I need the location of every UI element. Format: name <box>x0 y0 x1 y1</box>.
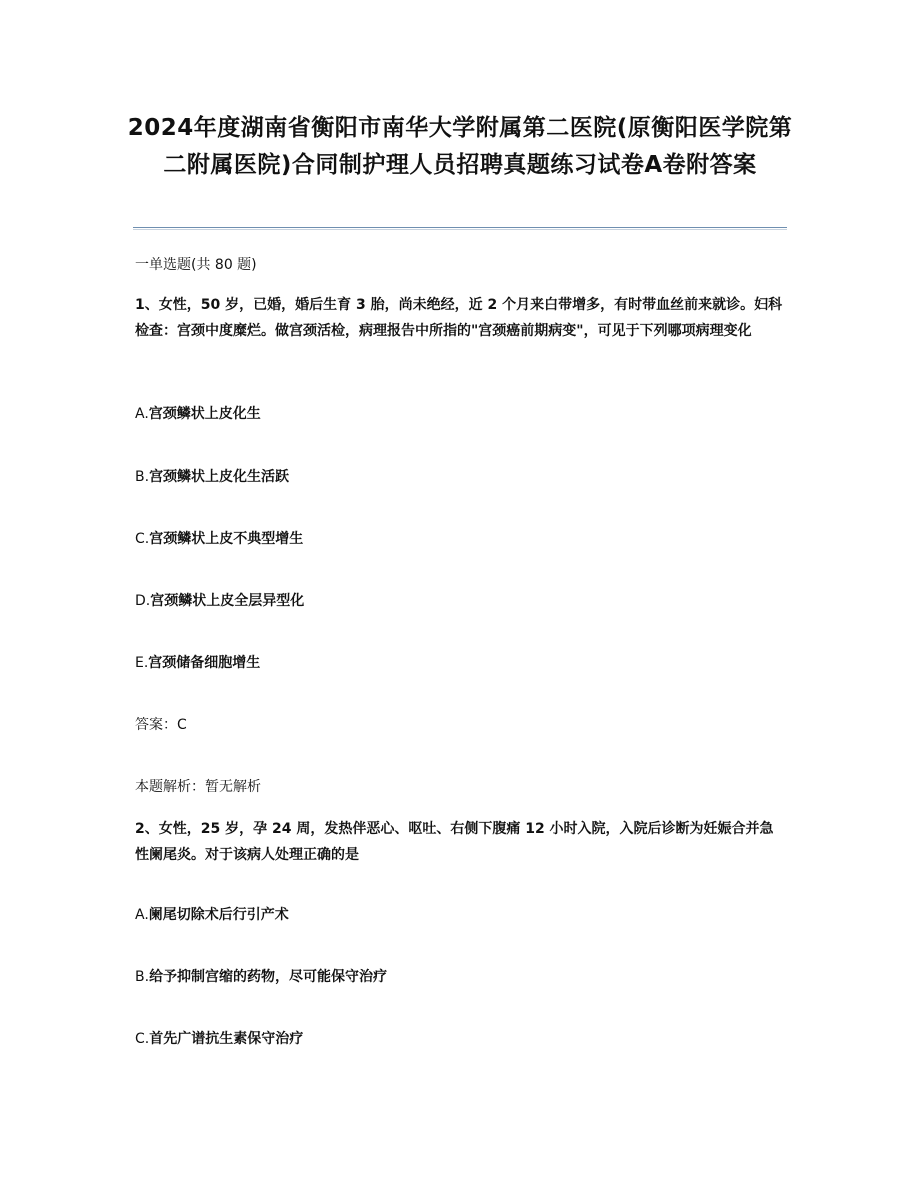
option-1-a[interactable] <box>135 403 261 425</box>
option-text: 宫颈鳞状上皮化生 <box>148 406 261 422</box>
option-text: 给予抑制宫缩的药物，尽可能保守治疗 <box>149 969 388 985</box>
option-2-a[interactable] <box>135 904 289 926</box>
option-text: 宫颈鳞状上皮化生活跃 <box>149 469 290 485</box>
option-letter: E. <box>135 655 149 671</box>
option-text: 宫颈鳞状上皮全层异型化 <box>150 593 305 609</box>
option-letter: D. <box>135 593 151 609</box>
option-text: 阑尾切除术后行引产术 <box>148 907 289 923</box>
option-1-e[interactable] <box>135 652 260 674</box>
title-divider-shadow <box>133 229 787 230</box>
option-letter: B. <box>135 469 150 485</box>
title-divider <box>133 227 787 228</box>
section-heading: 一单选题(共 80 题) <box>135 257 257 273</box>
option-letter: A. <box>135 907 149 923</box>
analysis-1: 本题解析：暂无解析 <box>135 779 261 795</box>
option-2-c[interactable] <box>135 1028 303 1050</box>
option-letter: B. <box>135 969 150 985</box>
option-text: 宫颈鳞状上皮不典型增生 <box>149 531 304 547</box>
option-text: 首先广谱抗生素保守治疗 <box>149 1031 304 1047</box>
option-letter: C. <box>135 531 150 547</box>
option-2-b[interactable] <box>135 966 387 988</box>
question-stem-1: 1、女性，50 岁，已婚，婚后生育 3 胎，尚未绝经，近 2 个月来白带增多，有时带血丝前来就诊。妇科检查：宫颈中度糜烂。做宫颈活检，病理报告中所指的"宫颈癌前期病变"，可见于下列哪项病理变化 <box>135 297 783 339</box>
question-stem-2: 2、女性，25 岁，孕 24 周，发热伴恶心、呕吐、右侧下腹痛 12 小时入院，入院后诊断为妊娠合并急性阑尾炎。对于该病人处理正确的是 <box>135 821 774 863</box>
option-letter: A. <box>135 406 149 422</box>
option-1-c[interactable] <box>135 528 303 550</box>
option-letter: C. <box>135 1031 150 1047</box>
option-1-b[interactable] <box>135 466 289 488</box>
document-title: 2024年度湖南省衡阳市南华大学附属第二医院(原衡阳医学院第二附属医院)合同制护理人员招聘真题练习试卷A卷附答案 <box>127 115 793 178</box>
answer-1: 答案：C <box>135 717 187 733</box>
option-text: 宫颈储备细胞增生 <box>148 655 261 671</box>
option-1-d[interactable] <box>135 590 304 612</box>
